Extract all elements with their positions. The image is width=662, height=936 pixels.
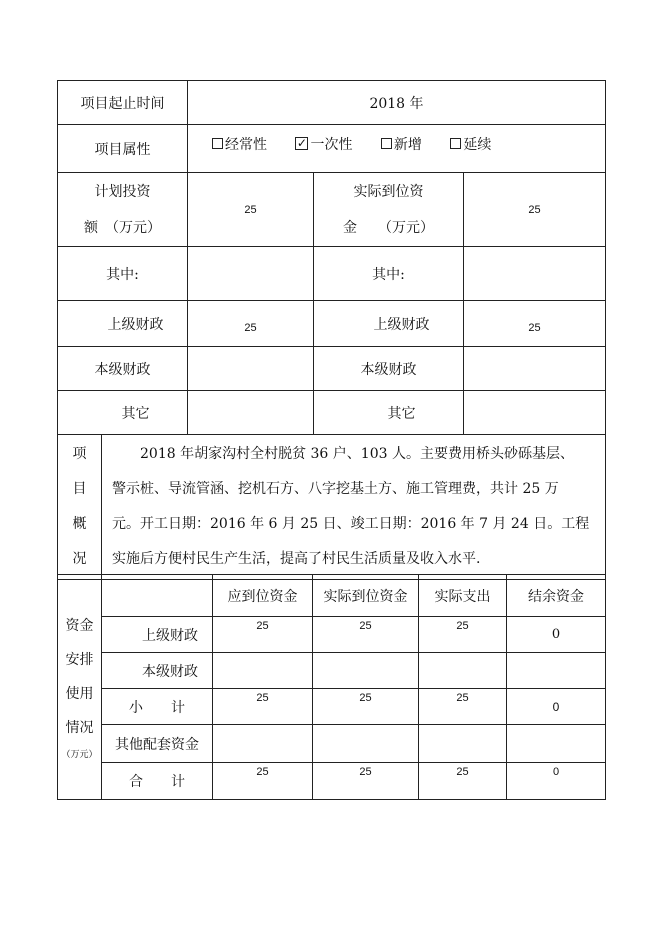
project-overview-text: 2018 年胡家沟村全村脱贫 36 户、103 人。主要费用桥头砂砾基层、 警示桩、导流管涵、挖机石方、八字挖基土方、施工管理费，共计 25 万 元。开工日期：2016 年 6 月 25 日、竣工日期：2016 年 7 月 24 日。工程 实施后方便村民生产生活，提高了村民生活质量及收入水平.	[102, 435, 606, 580]
column-header-actual-funds: 实际到位资金	[313, 575, 419, 617]
local-finance-planned	[188, 347, 314, 391]
cell-value	[313, 653, 419, 689]
fund-usage-table	[57, 574, 606, 800]
row-label-total: 合 计	[102, 763, 213, 800]
cell-value	[507, 653, 606, 689]
checkbox-unchecked-icon[interactable]	[381, 138, 392, 149]
of-which-label-right: 其中:	[314, 247, 464, 301]
other-label-right: 其它	[314, 391, 464, 435]
cell-value: 0	[507, 689, 606, 725]
attribute-option-new[interactable]: 新增	[381, 137, 422, 153]
table-row	[58, 689, 606, 725]
other-actual	[464, 391, 606, 435]
column-header-balance: 结余资金	[507, 575, 606, 617]
cell-value: 25	[213, 689, 313, 725]
attribute-option-one-time[interactable]: ✓ 一次性	[296, 135, 353, 153]
project-overview-table	[57, 434, 606, 580]
superior-finance-label-left: 上级财政	[58, 301, 188, 347]
table-row	[58, 617, 606, 653]
of-which-empty-right	[464, 247, 606, 301]
project-overview-row	[58, 435, 606, 580]
project-info-table	[57, 80, 606, 435]
local-finance-actual	[464, 347, 606, 391]
planned-investment-label: 计划投资 额 （万元）	[58, 173, 188, 247]
cell-value: 25	[419, 617, 507, 653]
cell-value	[313, 725, 419, 763]
cell-value	[507, 725, 606, 763]
local-finance-label-right: 本级财政	[314, 347, 464, 391]
superior-finance-planned: 25	[188, 301, 314, 347]
cell-value: 25	[419, 689, 507, 725]
actual-funds-label: 实际到位资 金 （万元）	[314, 173, 464, 247]
cell-value	[213, 725, 313, 763]
actual-funds-value: 25	[464, 173, 606, 247]
row-label-other-matching-funds: 其他配套资金	[102, 725, 213, 763]
fund-usage-section-label: 资金 安排 使用 情况 （万元）	[58, 575, 102, 800]
cell-value	[213, 653, 313, 689]
attribute-option-recurring[interactable]: 经常性	[212, 137, 267, 153]
cell-value: 0	[507, 763, 606, 800]
superior-finance-actual: 25	[464, 301, 606, 347]
investment-row	[58, 173, 606, 247]
project-attribute-options	[188, 125, 606, 173]
checkbox-unchecked-icon[interactable]	[450, 138, 461, 149]
table-row	[58, 763, 606, 800]
cell-value: 25	[419, 763, 507, 800]
cell-value: 25	[313, 617, 419, 653]
local-finance-row	[58, 347, 606, 391]
other-label-left: 其它	[58, 391, 188, 435]
superior-finance-label-right: 上级财政	[314, 301, 464, 347]
cell-value: 0	[507, 617, 606, 653]
project-period-row	[58, 81, 606, 125]
checkbox-unchecked-icon[interactable]	[212, 138, 223, 149]
of-which-row	[58, 247, 606, 301]
column-header-due-funds: 应到位资金	[213, 575, 313, 617]
fund-usage-header-row	[58, 575, 606, 617]
row-label-local-finance: 本级财政	[102, 653, 213, 689]
cell-value	[419, 725, 507, 763]
local-finance-label-left: 本级财政	[58, 347, 188, 391]
checkbox-checked-icon[interactable]: ✓	[296, 135, 307, 150]
cell-value: 25	[313, 763, 419, 800]
project-period-value: 2018 年	[188, 81, 606, 125]
cell-value: 25	[313, 689, 419, 725]
cell-value: 25	[213, 617, 313, 653]
other-row	[58, 391, 606, 435]
planned-investment-value: 25	[188, 173, 314, 247]
project-attribute-row	[58, 125, 606, 173]
fund-usage-corner-cell	[102, 575, 213, 617]
cell-value	[419, 653, 507, 689]
attribute-option-continued[interactable]: 延续	[450, 137, 491, 153]
cell-value: 25	[213, 763, 313, 800]
table-row	[58, 653, 606, 689]
of-which-label-left: 其中:	[58, 247, 188, 301]
row-label-subtotal: 小 计	[102, 689, 213, 725]
table-row	[58, 725, 606, 763]
other-planned	[188, 391, 314, 435]
superior-finance-row	[58, 301, 606, 347]
project-period-label: 项目起止时间	[58, 81, 188, 125]
row-label-superior-finance: 上级财政	[102, 617, 213, 653]
column-header-actual-expense: 实际支出	[419, 575, 507, 617]
project-overview-label: 项 目 概 况	[58, 435, 102, 580]
of-which-empty-left	[188, 247, 314, 301]
project-attribute-label: 项目属性	[58, 125, 188, 173]
